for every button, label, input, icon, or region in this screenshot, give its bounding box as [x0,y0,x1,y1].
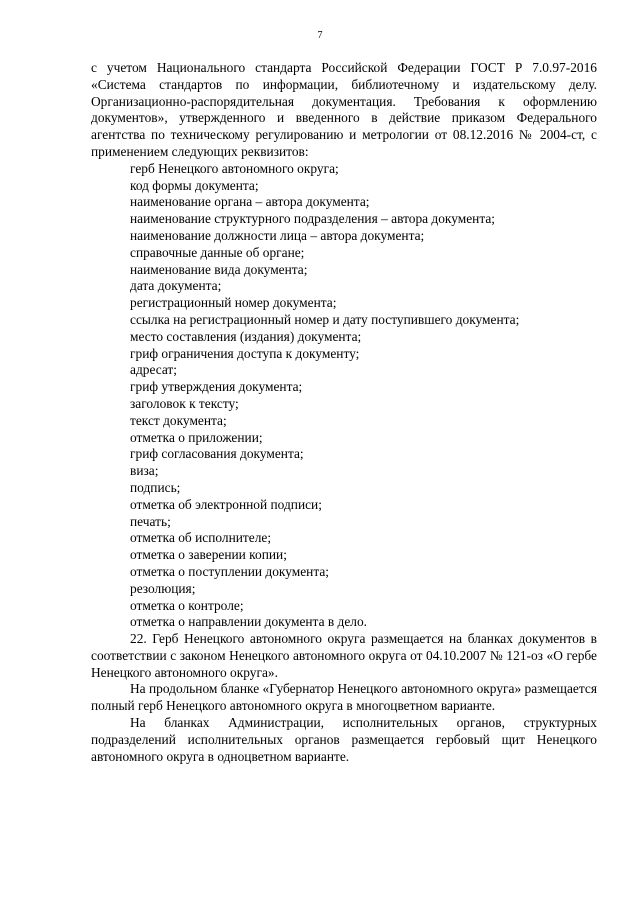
requisite-item: отметка о поступлении документа; [130,563,330,579]
requisites-list [91,161,597,631]
requisite-item: гриф согласования документа; [130,446,304,462]
requisite-item: отметка о заверении копии; [130,547,287,563]
requisite-item: наименование вида документа; [130,261,308,277]
requisite-item: наименование структурного подразделения – автора документа; [130,211,496,227]
document-body [91,60,597,765]
requisite-item: заголовок к тексту; [130,395,239,411]
requisite-item: виза; [130,463,159,479]
paragraph-22-coat-of-arms: 22. Герб Ненецкого автономного округа размещается на бланках документов в соответствии с законом Ненецкого автономного округа от 04.10.2007 № 121-оз «О гербе Ненецкого автономного округа». [91,631,597,680]
requisite-item: отметка о контроле; [130,597,244,613]
intro-paragraph: с учетом Национального стандарта Российской Федерации ГОСТ Р 7.0.97-2016 «Система стандартов по информации, библиотечному и издательскому делу. Организационно-распорядительная документация. Требования к оформлению документов», утвержденного и введенного в действие приказом Федерального агентства по техническому регулированию и метрологии от 08.12.2016 № 2004-ст, с применением следующих реквизитов: [91,60,597,159]
requisite-item: отметка об электронной подписи; [130,496,322,512]
requisite-item: резолюция; [130,580,196,596]
requisite-item: отметка о приложении; [130,429,263,445]
requisite-item: дата документа; [130,278,222,294]
requisite-item: герб Ненецкого автономного округа; [130,160,339,176]
requisite-item: справочные данные об органе; [130,244,305,260]
paragraph-administration-blanks: На бланках Администрации, исполнительных органов, структурных подразделений исполнительных органов размещается гербовый щит Ненецкого автономного округа в одноцветном варианте. [91,715,597,764]
requisite-item: отметка о направлении документа в дело. [130,614,368,630]
requisite-item: гриф утверждения документа; [130,379,303,395]
requisite-item: адресат; [130,362,178,378]
requisite-item: наименование должности лица – автора документа; [130,227,425,243]
page-number: 7 [317,30,323,41]
requisite-item: код формы документа; [130,177,259,193]
requisite-item: отметка об исполнителе; [130,530,272,546]
requisite-item: подпись; [130,479,181,495]
requisite-item: текст документа; [130,412,227,428]
paragraph-governor-blank: На продольном бланке «Губернатор Ненецкого автономного округа» размещается полный герб Ненецкого автономного округа в многоцветном варианте. [91,681,597,714]
requisite-item: печать; [130,513,171,529]
requisite-item: гриф ограничения доступа к документу; [130,345,360,361]
requisite-item: ссылка на регистрационный номер и дату поступившего документа; [130,311,520,327]
requisite-item: регистрационный номер документа; [130,295,337,311]
requisite-item: место составления (издания) документа; [130,328,362,344]
requisite-item: наименование органа – автора документа; [130,194,370,210]
